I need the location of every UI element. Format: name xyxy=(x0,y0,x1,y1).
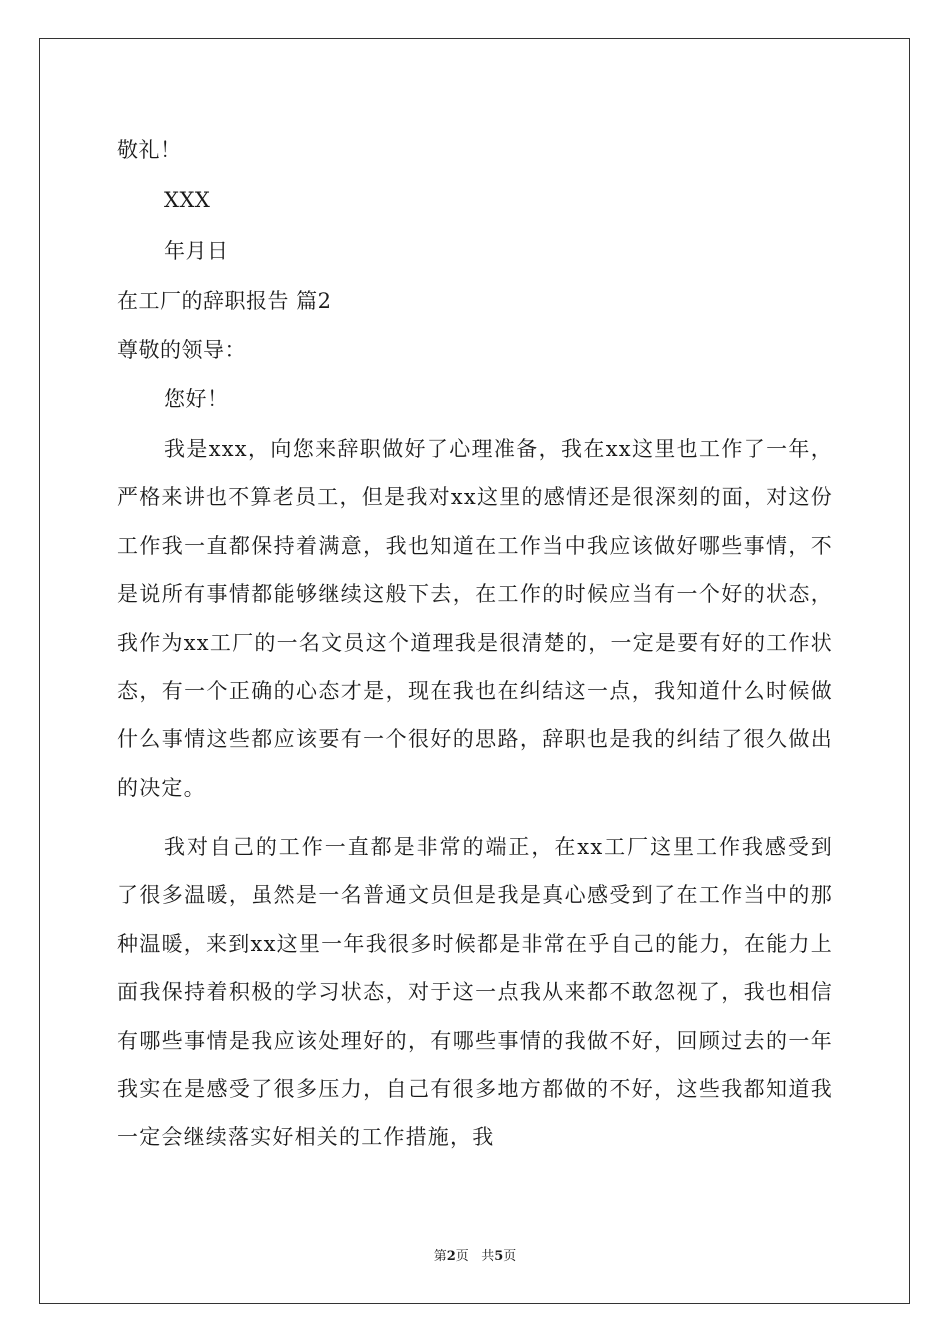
salutation: 尊敬的领导： xyxy=(117,338,246,362)
letter-date: 年月日 xyxy=(164,239,229,263)
body-paragraph: 我对自己的工作一直都是非常的端正，在xx工厂这里工作我感受到了很多温暖，虽然是一名普通文员但是我是真心感受到了在工作当中的那种温暖，来到xx这里一年我很多时候都是非常在乎自己的能力，在能力上面我保持着积极的学习状态，对于这一点我从来都不敢忽视了，我也相信有哪些事情是我应该处理好的，有哪些事情的我做不好，回顾过去的一年我实在是感受了很多压力，自己有很多地方都做的不好，这些我都知道我一定会继续落实好相关的工作措施，我 xyxy=(117,835,833,1150)
body-paragraph: 我是xxx，向您来辞职做好了心理准备，我在xx这里也工作了一年，严格来讲也不算老员工，但是我对xx这里的感情还是很深刻的面，对这份工作我一直都保持着满意，我也知道在工作当中我应该做好哪些事情，不是说所有事情都能够继续这般下去，在工作的时候应当有一个好的状态，我作为xx工厂的一名文员这个道理我是很清楚的，一定是要有好的工作状态，有一个正确的心态才是，现在我也在纠结这一点，我知道什么时候做什么事情这些都应该要有一个很好的思路，辞职也是我的纠结了很久做出的决定。 xyxy=(117,437,833,800)
letter-signature: XXX xyxy=(164,188,211,212)
greeting: 您好！ xyxy=(164,387,229,411)
letter-closing: 敬礼！ xyxy=(117,138,182,162)
page-prefix: 第 xyxy=(433,1249,447,1264)
page-total: 5 xyxy=(494,1249,504,1264)
total-prefix: 共 xyxy=(481,1249,495,1264)
page-current: 2 xyxy=(446,1249,456,1264)
page-footer xyxy=(0,1248,950,1266)
page-suffix: 页 xyxy=(455,1249,469,1264)
total-suffix: 页 xyxy=(503,1249,517,1264)
section-title: 在工厂的辞职报告 篇2 xyxy=(117,289,332,313)
